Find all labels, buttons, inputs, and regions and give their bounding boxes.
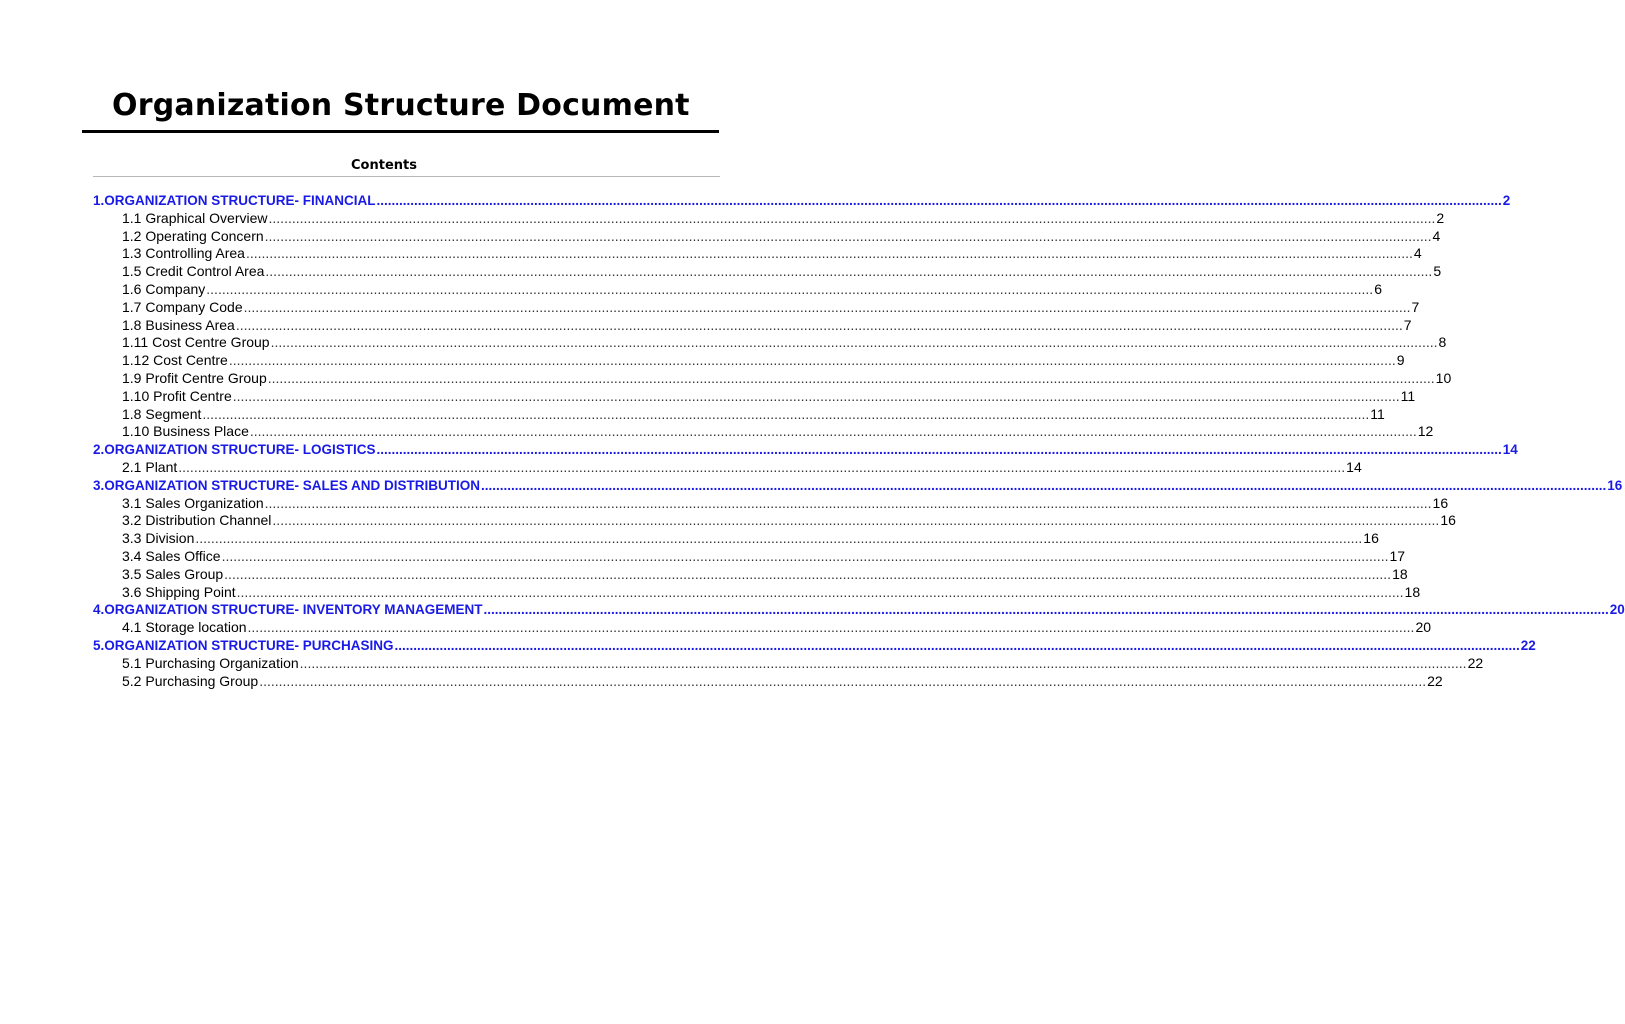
toc-dot-leader: ............................................................................................................................................................................................................................................................................................................ bbox=[245, 245, 1413, 262]
toc-entry-link[interactable] bbox=[93, 209, 1445, 228]
toc-page-number: 16 bbox=[1440, 512, 1456, 529]
toc-entry-label: 3.5 Sales Group bbox=[122, 565, 224, 582]
toc-page-number: 6 bbox=[1374, 280, 1382, 297]
toc-page-number: 9 bbox=[1396, 352, 1405, 369]
toc-entry-link[interactable] bbox=[93, 280, 1382, 299]
toc-dot-leader: ............................................................................................................................................................................................................................................................................................................ bbox=[264, 494, 1432, 511]
toc-dot-leader: ............................................................................................................................................................................................................................................................................................................ bbox=[265, 263, 1433, 280]
toc-entry-link[interactable] bbox=[93, 387, 1416, 406]
toc-section-link[interactable] bbox=[93, 192, 1511, 210]
toc-entry-link[interactable] bbox=[93, 352, 1405, 370]
toc-page-number: 7 bbox=[1411, 298, 1420, 315]
toc-entry-link[interactable] bbox=[93, 654, 1484, 673]
toc-dot-leader: ............................................................................................................................................................................................................................................................................................................ bbox=[228, 352, 1396, 369]
toc-section-link[interactable] bbox=[93, 477, 1623, 495]
toc-page-number: 5 bbox=[1433, 263, 1442, 280]
toc-entry-link[interactable] bbox=[93, 547, 1406, 566]
toc-page-number: 11 bbox=[1400, 387, 1416, 404]
toc-entry-label: 1.2 Operating Concern bbox=[122, 227, 264, 244]
toc-page-number: 18 bbox=[1392, 565, 1408, 582]
toc-dot-leader: ............................................................................................................................................................................................................................................................................................................ bbox=[394, 637, 1520, 653]
toc-page-number: 16 bbox=[1607, 477, 1623, 493]
toc-entry-link[interactable] bbox=[93, 263, 1442, 281]
title-underline bbox=[82, 130, 719, 133]
toc-entry-link[interactable] bbox=[93, 565, 1408, 584]
toc-dot-leader: ............................................................................................................................................................................................................................................................................................................ bbox=[236, 583, 1404, 600]
toc-page-number: 14 bbox=[1502, 442, 1518, 458]
toc-entry-link[interactable] bbox=[93, 298, 1420, 317]
toc-entry-label: 3.1 Sales Organization bbox=[122, 494, 264, 511]
toc-entry-label: 4.ORGANIZATION STRUCTURE- INVENTORY MANAGEMENT bbox=[93, 602, 483, 618]
toc-page-number: 8 bbox=[1438, 334, 1447, 351]
toc-dot-leader: ............................................................................................................................................................................................................................................................................................................ bbox=[376, 442, 1502, 458]
toc-page-number: 11 bbox=[1370, 405, 1385, 422]
toc-page-number: 12 bbox=[1417, 423, 1434, 440]
toc-page-number: 22 bbox=[1520, 637, 1536, 653]
toc-dot-leader: ............................................................................................................................................................................................................................................................................................................ bbox=[235, 316, 1403, 333]
toc-page-number: 4 bbox=[1432, 227, 1441, 244]
toc-entry-label: 1.3 Controlling Area bbox=[122, 245, 245, 262]
toc-entry-label: 1.10 Profit Centre bbox=[122, 387, 232, 404]
toc-entry-label: 4.1 Storage location bbox=[122, 619, 247, 636]
toc-entry-label: 3.4 Sales Office bbox=[122, 547, 221, 564]
toc-page-number: 20 bbox=[1415, 619, 1432, 636]
toc-entry-label: 1.9 Profit Centre Group bbox=[122, 369, 267, 386]
toc-dot-leader: ............................................................................................................................................................................................................................................................................................................ bbox=[268, 209, 1436, 226]
toc-entry-link[interactable] bbox=[93, 245, 1422, 263]
toc-entry-label: 1.ORGANIZATION STRUCTURE- FINANCIAL bbox=[93, 193, 376, 208]
toc-entry-label: 1.5 Credit Control Area bbox=[122, 263, 265, 280]
toc-entry-link[interactable] bbox=[93, 423, 1434, 441]
toc-entry-label: 1.12 Cost Centre bbox=[122, 352, 228, 369]
toc-entry-label: 1.10 Business Place bbox=[122, 423, 249, 440]
toc-entry-label: 3.2 Distribution Channel bbox=[122, 512, 272, 529]
toc-entry-link[interactable] bbox=[93, 530, 1379, 548]
toc-dot-leader: ............................................................................................................................................................................................................................................................................................................ bbox=[264, 227, 1432, 244]
toc-entry-link[interactable] bbox=[93, 494, 1449, 513]
toc-entry-label: 1.8 Business Area bbox=[122, 316, 235, 333]
toc-dot-leader: ............................................................................................................................................................................................................................................................................................................ bbox=[267, 369, 1435, 386]
toc-dot-leader: ............................................................................................................................................................................................................................................................................................................ bbox=[206, 280, 1374, 297]
toc-entry-link[interactable] bbox=[93, 583, 1421, 602]
toc-entry-link[interactable] bbox=[93, 316, 1412, 335]
toc-dot-leader: ............................................................................................................................................................................................................................................................................................................ bbox=[221, 547, 1389, 564]
toc-page-number: 2 bbox=[1436, 209, 1445, 226]
toc-entry-label: 2.1 Plant bbox=[122, 458, 178, 475]
toc-entry-label: 1.6 Company bbox=[122, 280, 206, 297]
toc-dot-leader: ............................................................................................................................................................................................................................................................................................................ bbox=[232, 387, 1400, 404]
toc-page-number: 17 bbox=[1389, 547, 1406, 564]
toc-entry-link[interactable] bbox=[93, 458, 1362, 477]
toc-section-link[interactable] bbox=[93, 441, 1518, 459]
toc-dot-leader: ............................................................................................................................................................................................................................................................................................................ bbox=[483, 602, 1609, 618]
toc-page-number: 16 bbox=[1432, 494, 1449, 511]
toc-entry-label: 1.11 Cost Centre Group bbox=[122, 334, 270, 351]
toc-page-number: 14 bbox=[1346, 458, 1362, 475]
toc-page-number: 20 bbox=[1609, 602, 1625, 618]
toc-page-number: 10 bbox=[1435, 369, 1452, 386]
toc-entry-link[interactable] bbox=[93, 619, 1432, 637]
toc-dot-leader: ............................................................................................................................................................................................................................................................................................................ bbox=[270, 334, 1438, 351]
toc-entry-link[interactable] bbox=[93, 672, 1443, 691]
toc-entry-label: 3.ORGANIZATION STRUCTURE- SALES AND DISTRIBUTION bbox=[93, 477, 480, 493]
toc-dot-leader: ............................................................................................................................................................................................................................................................................................................ bbox=[481, 477, 1607, 493]
toc-dot-leader: ............................................................................................................................................................................................................................................................................................................ bbox=[247, 619, 1415, 636]
toc-entry-link[interactable] bbox=[93, 512, 1456, 530]
toc-section-link[interactable] bbox=[93, 637, 1536, 655]
toc-page-number: 2 bbox=[1502, 193, 1511, 208]
toc-page-number: 4 bbox=[1413, 245, 1422, 262]
contents-divider bbox=[93, 176, 720, 177]
toc-dot-leader: ............................................................................................................................................................................................................................................................................................................ bbox=[272, 512, 1440, 529]
toc-entry-label: 5.ORGANIZATION STRUCTURE- PURCHASING bbox=[93, 637, 394, 653]
toc-entry-label: 3.3 Division bbox=[122, 530, 195, 547]
toc-dot-leader: ............................................................................................................................................................................................................................................................................................................ bbox=[243, 298, 1411, 315]
toc-page-number: 7 bbox=[1403, 316, 1412, 333]
toc-entry-label: 1.7 Company Code bbox=[122, 298, 243, 315]
table-of-contents bbox=[93, 192, 1625, 690]
toc-entry-label: 1.1 Graphical Overview bbox=[122, 209, 268, 226]
toc-page-number: 22 bbox=[1427, 672, 1443, 689]
toc-dot-leader: ............................................................................................................................................................................................................................................................................................................ bbox=[299, 654, 1467, 671]
toc-page-number: 18 bbox=[1404, 583, 1421, 600]
toc-entry-label: 1.8 Segment bbox=[122, 405, 202, 422]
toc-dot-leader: ............................................................................................................................................................................................................................................................................................................ bbox=[195, 530, 1363, 547]
toc-page-number: 16 bbox=[1363, 530, 1379, 547]
toc-entry-link[interactable] bbox=[93, 227, 1441, 246]
toc-dot-leader: ............................................................................................................................................................................................................................................................................................................ bbox=[259, 672, 1427, 689]
toc-dot-leader: ............................................................................................................................................................................................................................................................................................................ bbox=[249, 423, 1417, 440]
toc-entry-link[interactable] bbox=[93, 334, 1447, 352]
toc-dot-leader: ............................................................................................................................................................................................................................................................................................................ bbox=[376, 193, 1502, 208]
toc-entry-label: 2.ORGANIZATION STRUCTURE- LOGISTICS bbox=[93, 442, 376, 458]
toc-dot-leader: ............................................................................................................................................................................................................................................................................................................ bbox=[178, 458, 1346, 475]
toc-entry-label: 5.2 Purchasing Group bbox=[122, 672, 259, 689]
toc-entry-label: 3.6 Shipping Point bbox=[122, 583, 236, 600]
toc-entry-link[interactable] bbox=[93, 405, 1385, 424]
contents-heading: Contents bbox=[351, 158, 417, 173]
document-title: Organization Structure Document bbox=[112, 88, 690, 123]
toc-section-link[interactable] bbox=[93, 601, 1625, 619]
toc-dot-leader: ............................................................................................................................................................................................................................................................................................................ bbox=[224, 565, 1392, 582]
toc-page-number: 22 bbox=[1467, 654, 1484, 671]
toc-entry-label: 5.1 Purchasing Organization bbox=[122, 654, 299, 671]
toc-entry-link[interactable] bbox=[93, 369, 1452, 388]
toc-dot-leader: ............................................................................................................................................................................................................................................................................................................ bbox=[202, 405, 1370, 422]
